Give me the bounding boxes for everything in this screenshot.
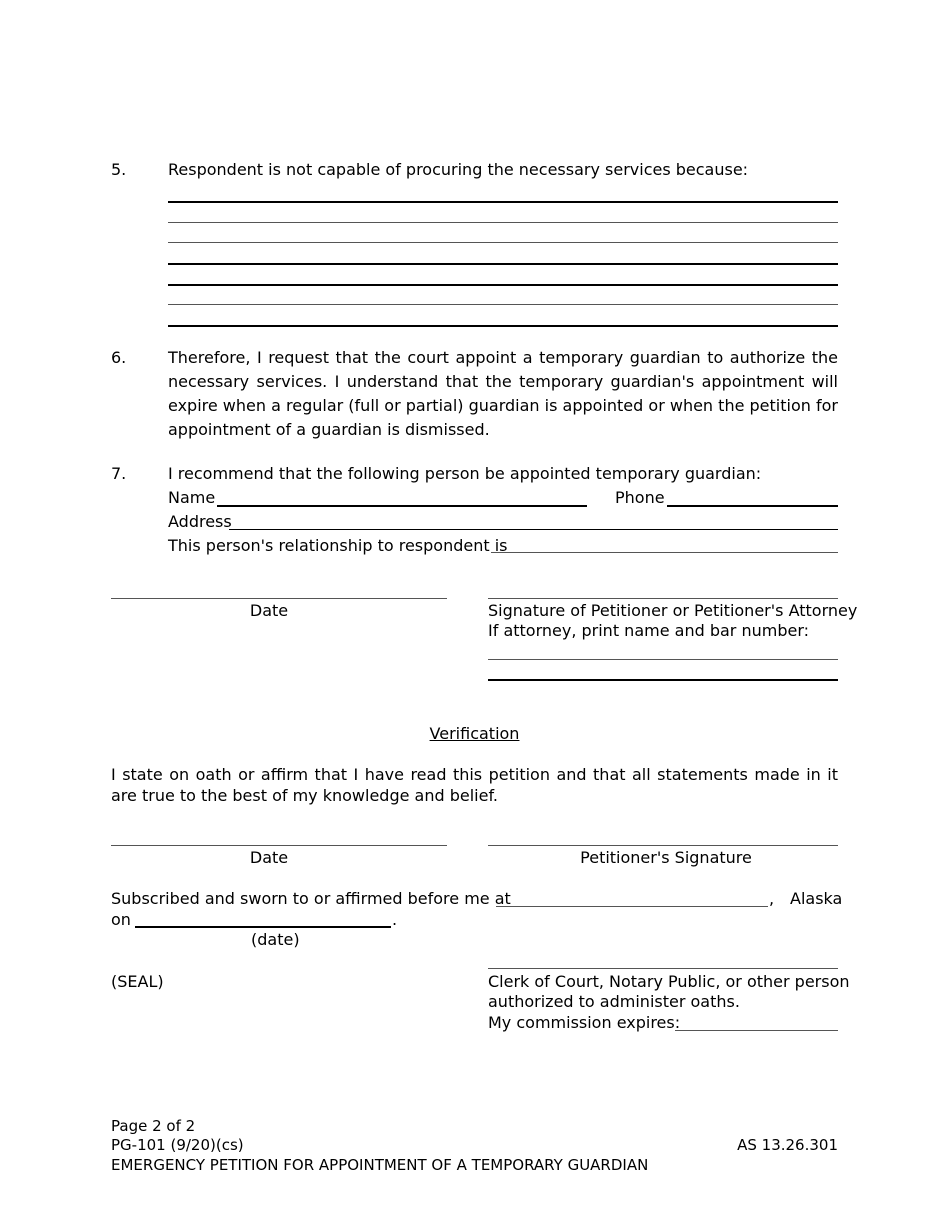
verification-date-line[interactable] <box>111 845 447 846</box>
item-7-number: 7. <box>111 464 127 483</box>
petitioner-signature-caption: Petitioner's Signature <box>580 848 752 867</box>
clerk-signature-line[interactable] <box>488 968 838 969</box>
sworn-date-period: . <box>392 910 398 929</box>
date-label: Date <box>249 601 289 620</box>
verification-date-label: Date <box>249 848 289 867</box>
item-6-text: Therefore, I request that the court appoint a temporary guardian to authorize the necessary services. I understand that the temporary guardian's appointment will expire when a regular (full or partial) guardian is appointed or when the petition for appointment of a guardian is dismissed. <box>168 348 838 439</box>
item-5-number: 5. <box>111 160 127 179</box>
item-5-answer-line-5[interactable] <box>168 284 838 286</box>
item-6-number: 6. <box>111 348 127 367</box>
subscribed-text: Subscribed and sworn to or affirmed before me at <box>111 889 511 908</box>
item-5-text: Respondent is not capable of procuring the necessary services because: <box>168 160 749 179</box>
guardian-address-label: Address <box>168 512 232 531</box>
guardian-phone-field[interactable] <box>667 505 838 507</box>
location-field[interactable] <box>496 906 768 907</box>
guardian-address-field[interactable] <box>229 529 838 530</box>
commission-label: My commission expires: <box>488 1013 681 1032</box>
item-5-answer-line-7[interactable] <box>168 325 838 327</box>
on-label: on <box>111 910 131 929</box>
relationship-label: This person's relationship to respondent is <box>168 536 508 555</box>
footer-form-title: EMERGENCY PETITION FOR APPOINTMENT OF A TEMPORARY GUARDIAN <box>111 1156 649 1174</box>
verification-statement: I state on oath or affirm that I have read this petition and that all statements made in it are true to the best of my knowledge and belief. <box>111 765 838 805</box>
item-7-text: I recommend that the following person be appointed temporary guardian: <box>168 464 762 483</box>
guardian-name-field[interactable] <box>217 505 587 507</box>
sworn-date-field[interactable] <box>135 926 391 928</box>
seal-placeholder: (SEAL) <box>111 972 164 991</box>
item-5-answer-line-3[interactable] <box>168 242 838 243</box>
item-5-answer-line-1[interactable] <box>168 201 838 203</box>
guardian-name-label: Name <box>168 488 216 507</box>
petitioner-verification-signature-line[interactable] <box>488 845 838 846</box>
guardian-phone-label: Phone <box>615 488 665 507</box>
date-line[interactable] <box>111 598 447 599</box>
location-comma: , <box>769 889 775 908</box>
attorney-bar-line[interactable] <box>488 679 838 681</box>
petitioner-signature-line[interactable] <box>488 598 838 599</box>
commission-expires-field[interactable] <box>675 1030 838 1031</box>
relationship-field[interactable] <box>491 552 838 553</box>
attorney-name-line[interactable] <box>488 659 838 660</box>
verification-heading: Verification <box>429 724 520 743</box>
footer-form-number: PG-101 (9/20)(cs) <box>111 1136 244 1154</box>
item-5-answer-line-4[interactable] <box>168 263 838 265</box>
date-caption: (date) <box>251 930 300 949</box>
footer-statute: AS 13.26.301 <box>737 1136 838 1154</box>
petitioner-signature-label: Signature of Petitioner or Petitioner's Attorney <box>488 601 858 620</box>
attorney-instruction: If attorney, print name and bar number: <box>488 621 810 640</box>
state-label: Alaska <box>790 889 843 908</box>
item-5-answer-line-6[interactable] <box>168 304 838 305</box>
clerk-label-line-1: Clerk of Court, Notary Public, or other person <box>488 972 850 991</box>
footer-page-number: Page 2 of 2 <box>111 1117 196 1135</box>
item-5-answer-line-2[interactable] <box>168 222 838 223</box>
clerk-label-line-2: authorized to administer oaths. <box>488 992 740 1011</box>
